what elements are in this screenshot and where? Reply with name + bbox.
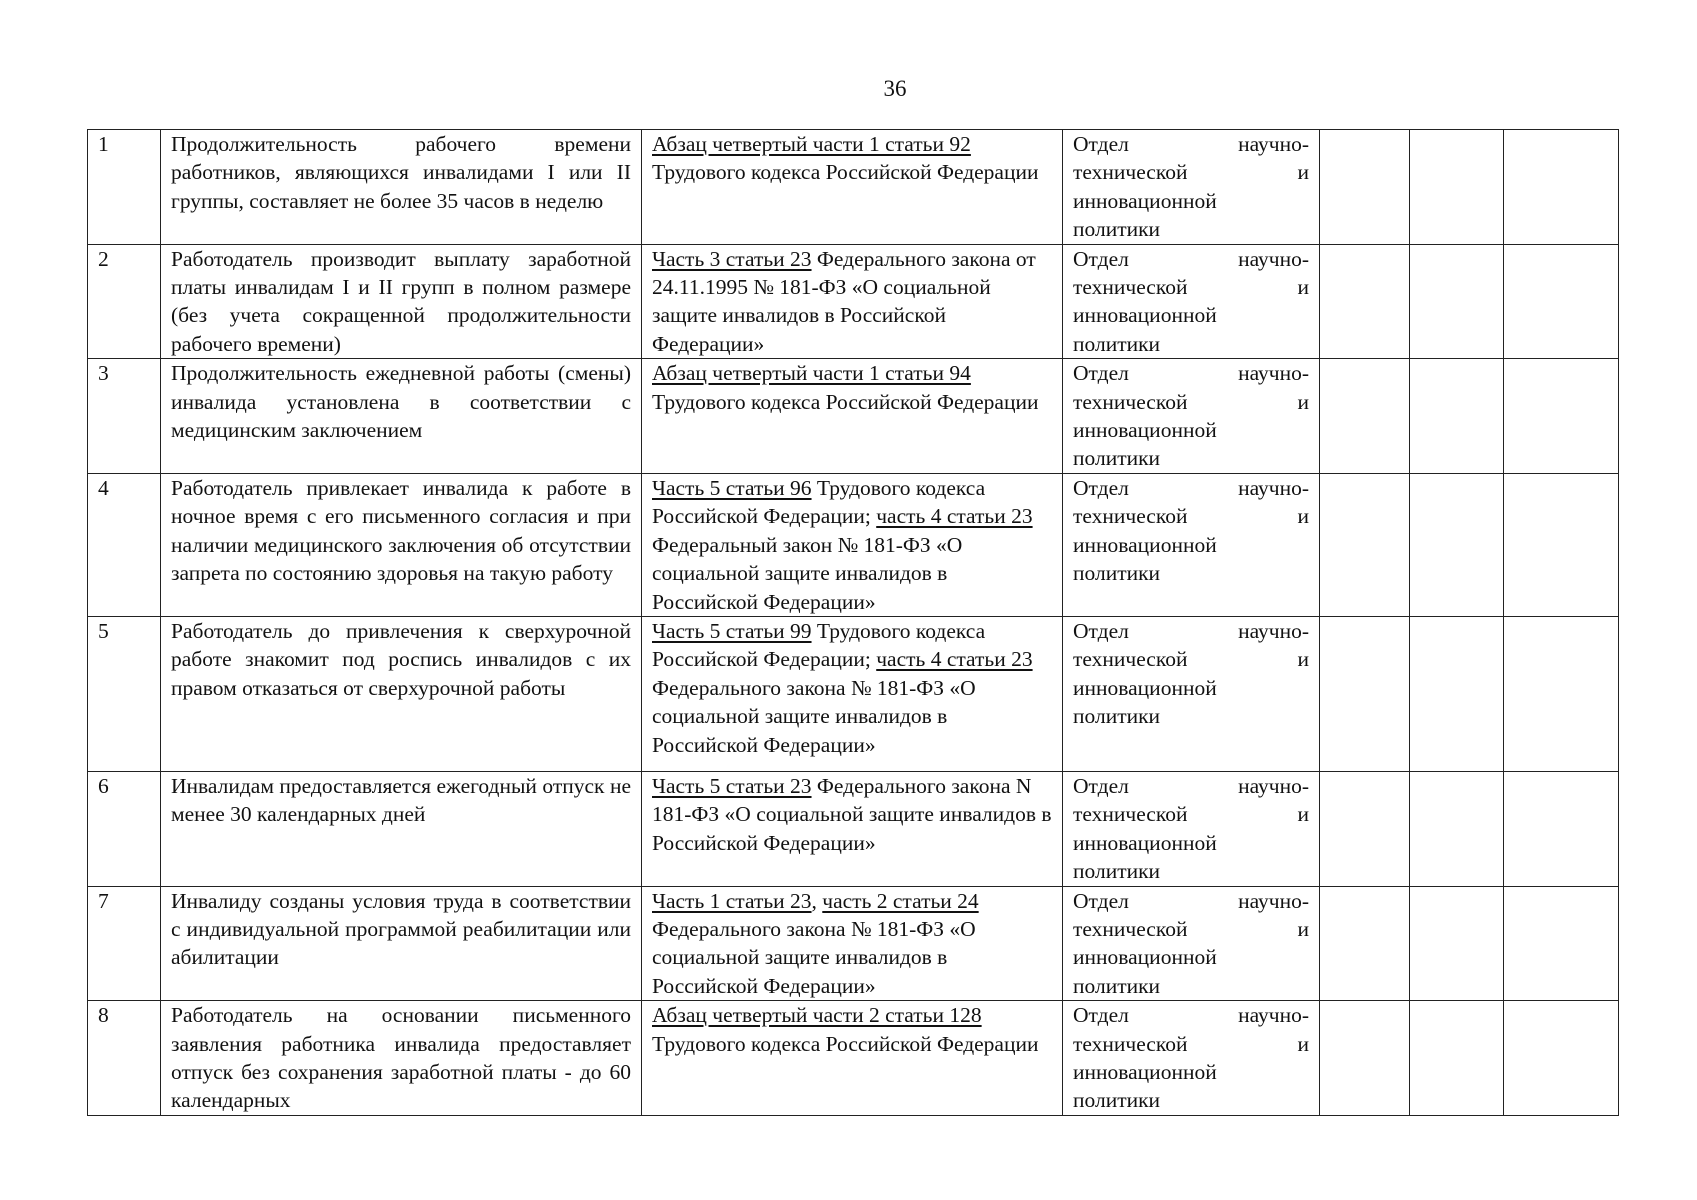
- empty-cell-2: [1410, 473, 1504, 616]
- row-number: 1: [88, 130, 161, 245]
- empty-cell-1: [1320, 616, 1410, 771]
- checklist-table-body: [88, 130, 1619, 1116]
- responsible-department: Отдел научно- технической и инновационной политики: [1063, 886, 1320, 1001]
- empty-cell-1: [1320, 130, 1410, 245]
- empty-cell-2: [1410, 886, 1504, 1001]
- row-number: 6: [88, 771, 161, 886]
- responsible-department: Отдел научно- технической и инновационной политики: [1063, 130, 1320, 245]
- responsible-department: Отдел научно- технической и инновационной политики: [1063, 616, 1320, 771]
- table-row: [88, 130, 1619, 245]
- legal-reference-link[interactable]: Часть 5 статьи 96: [652, 475, 812, 500]
- empty-cell-2: [1410, 244, 1504, 359]
- empty-cell-3: [1504, 886, 1619, 1001]
- legal-reference: [642, 130, 1063, 245]
- empty-cell-1: [1320, 359, 1410, 474]
- empty-cell-3: [1504, 359, 1619, 474]
- responsible-department: Отдел научно- технической и инновационной политики: [1063, 771, 1320, 886]
- requirement-text: Работодатель привлекает инвалида к работе в ночное время с его письменного согласия и при наличии медицинского заключения об отсутствии запрета по состоянию здоровья на такую работу: [161, 473, 642, 616]
- table-row: [88, 1001, 1619, 1116]
- table-row: [88, 771, 1619, 886]
- legal-reference: [642, 771, 1063, 886]
- legal-reference-link[interactable]: Часть 5 статьи 99: [652, 618, 812, 643]
- requirement-text: Продолжительность рабочего времени работников, являющихся инвалидами I или II группы, составляет не более 35 часов в неделю: [161, 130, 642, 245]
- legal-reference: [642, 616, 1063, 771]
- legal-reference: [642, 244, 1063, 359]
- row-number: 4: [88, 473, 161, 616]
- table-row: [88, 244, 1619, 359]
- legal-reference-text: Трудового кодекса Российской Федерации: [652, 160, 1039, 185]
- row-number: 7: [88, 886, 161, 1001]
- table-row: [88, 359, 1619, 474]
- legal-reference-link[interactable]: Часть 3 статьи 23: [652, 246, 812, 271]
- responsible-department: Отдел научно- технической и инновационной политики: [1063, 359, 1320, 474]
- empty-cell-1: [1320, 244, 1410, 359]
- legal-reference-text: Трудового кодекса Российской Федерации: [652, 1031, 1039, 1056]
- empty-cell-1: [1320, 886, 1410, 1001]
- responsible-department: Отдел научно- технической и инновационной политики: [1063, 1001, 1320, 1116]
- requirement-text: Работодатель на основании письменного заявления работника инвалида предоставляет отпуск без сохранения заработной платы - до 60 календарных: [161, 1001, 642, 1116]
- legal-reference-link[interactable]: часть 4 статьи 23: [876, 504, 1033, 529]
- legal-reference: [642, 359, 1063, 474]
- row-number: 8: [88, 1001, 161, 1116]
- empty-cell-1: [1320, 1001, 1410, 1116]
- table-row: [88, 473, 1619, 616]
- table-row: [88, 616, 1619, 771]
- empty-cell-1: [1320, 771, 1410, 886]
- legal-reference-text: Федерального закона N 181-ФЗ «О социальной защите инвалидов в Российской Федерации»: [652, 773, 1052, 855]
- table-row: [88, 886, 1619, 1001]
- legal-reference-link[interactable]: Абзац четвертый части 1 статьи 94: [652, 361, 971, 386]
- row-number: 5: [88, 616, 161, 771]
- requirement-text: Работодатель до привлечения к сверхурочной работе знакомит под роспись инвалидов с их правом отказаться от сверхурочной работы: [161, 616, 642, 771]
- legal-reference-link[interactable]: часть 2 статьи 24: [822, 888, 979, 913]
- legal-reference-text: Федерального закона № 181-ФЗ «О социальной защите инвалидов в Российской Федерации»: [652, 675, 976, 757]
- legal-reference: [642, 886, 1063, 1001]
- legal-reference-text: Федерального закона от 24.11.1995 № 181-ФЗ «О социальной защите инвалидов в Российской Федерации»: [652, 246, 1036, 356]
- legal-reference-text: Трудового кодекса Российской Федерации;: [652, 475, 986, 529]
- empty-cell-3: [1504, 473, 1619, 616]
- legal-reference: [642, 1001, 1063, 1116]
- legal-reference: [642, 473, 1063, 616]
- checklist-table: [87, 129, 1619, 1116]
- legal-reference-text: Трудового кодекса Российской Федерации;: [652, 618, 986, 672]
- empty-cell-2: [1410, 130, 1504, 245]
- empty-cell-2: [1410, 1001, 1504, 1116]
- empty-cell-3: [1504, 130, 1619, 245]
- empty-cell-3: [1504, 244, 1619, 359]
- page-number: 36: [883, 76, 907, 101]
- legal-reference-link[interactable]: Абзац четвертый части 1 статьи 92: [652, 132, 971, 156]
- responsible-department: Отдел научно- технической и инновационной политики: [1063, 244, 1320, 359]
- requirement-text: Продолжительность ежедневной работы (смены) инвалида установлена в соответствии с медицинским заключением: [161, 359, 642, 474]
- row-number: 3: [88, 359, 161, 474]
- empty-cell-2: [1410, 616, 1504, 771]
- legal-reference-text: Федеральный закон № 181-ФЗ «О социальной защите инвалидов в Российской Федерации»: [652, 532, 963, 614]
- empty-cell-3: [1504, 771, 1619, 886]
- legal-reference-link[interactable]: Часть 5 статьи 23: [652, 773, 812, 798]
- legal-reference-text: Федерального закона № 181-ФЗ «О социальной защите инвалидов в Российской Федерации»: [652, 916, 976, 998]
- legal-reference-link[interactable]: Часть 1 статьи 23: [652, 888, 812, 913]
- requirement-text: Работодатель производит выплату заработной платы инвалидам I и II групп в полном размере (без учета сокращенной продолжительности рабочего времени): [161, 244, 642, 359]
- legal-reference-text: ,: [811, 888, 823, 913]
- legal-reference-link[interactable]: часть 4 статьи 23: [876, 647, 1033, 672]
- empty-cell-3: [1504, 616, 1619, 771]
- empty-cell-3: [1504, 1001, 1619, 1116]
- requirement-text: Инвалидам предоставляется ежегодный отпуск не менее 30 календарных дней: [161, 771, 642, 886]
- empty-cell-2: [1410, 359, 1504, 474]
- requirement-text: Инвалиду созданы условия труда в соответствии с индивидуальной программой реабилитации или абилитации: [161, 886, 642, 1001]
- row-number: 2: [88, 244, 161, 359]
- responsible-department: Отдел научно- технической и инновационной политики: [1063, 473, 1320, 616]
- empty-cell-2: [1410, 771, 1504, 886]
- legal-reference-link[interactable]: Абзац четвертый части 2 статьи 128: [652, 1003, 982, 1028]
- empty-cell-1: [1320, 473, 1410, 616]
- legal-reference-text: Трудового кодекса Российской Федерации: [652, 389, 1039, 414]
